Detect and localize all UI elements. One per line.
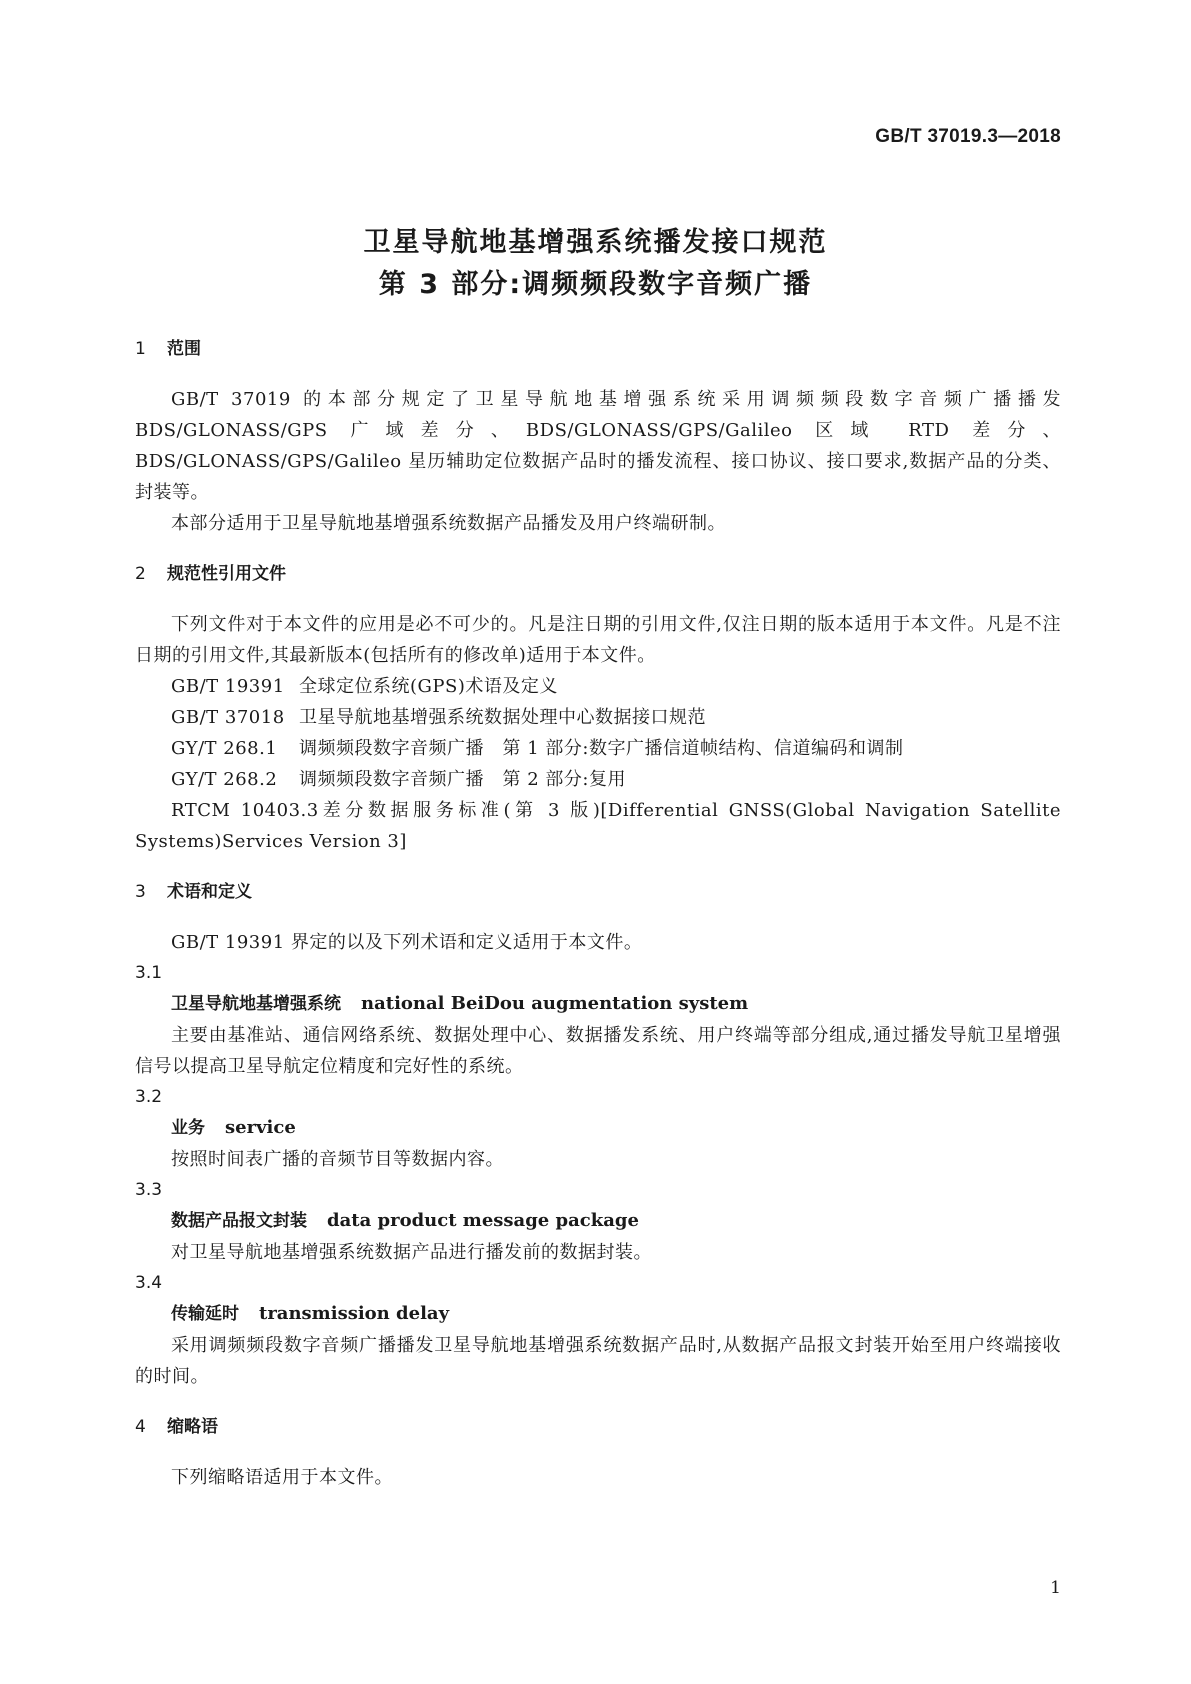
reference-title: 调频频段数字音频广播 第 2 部分:复用 [299, 769, 626, 790]
term-zh: 数据产品报文封装 [171, 1211, 307, 1231]
section-number: 3 [135, 882, 146, 902]
term-title [135, 1298, 1061, 1330]
term-definition: 采用调频频段数字音频广播播发卫星导航地基增强系统数据产品时,从数据产品报文封装开始至用户终端接收的时间。 [135, 1335, 1061, 1387]
term-number: 3.3 [135, 1180, 163, 1200]
reference-code: GY/T 268.1 [171, 738, 278, 759]
section-heading-1 [135, 334, 1061, 364]
page-number: 1 [1050, 1578, 1061, 1598]
reference-title: 调频频段数字音频广播 第 1 部分:数字广播信道帧结构、信道编码和调制 [299, 738, 904, 759]
section-title: 缩略语 [167, 1417, 218, 1437]
reference-item [135, 702, 1061, 733]
section-title: 规范性引用文件 [167, 564, 286, 584]
paragraph: 下列缩略语适用于本文件。 [171, 1467, 393, 1488]
term-title [135, 988, 1061, 1020]
title-line-1: 卫星导航地基增强系统播发接口规范 [363, 227, 828, 258]
term-en: service [225, 1117, 296, 1138]
term-number: 3.2 [135, 1087, 163, 1107]
reference-item [135, 764, 1061, 795]
section-heading-3 [135, 877, 1061, 907]
term-en: national BeiDou augmentation system [361, 993, 749, 1014]
title-line-2: 第 3 部分:调频频段数字音频广播 [378, 269, 813, 300]
section-heading-4 [135, 1412, 1061, 1442]
term-en: transmission delay [259, 1303, 450, 1324]
term-definition: 对卫星导航地基增强系统数据产品进行播发前的数据封装。 [171, 1242, 652, 1263]
document-title [0, 222, 1191, 306]
term-zh: 业务 [171, 1118, 205, 1138]
section-heading-2 [135, 559, 1061, 589]
section-number: 2 [135, 564, 146, 584]
term-definition: 按照时间表广播的音频节目等数据内容。 [171, 1149, 504, 1170]
term-number: 3.1 [135, 963, 163, 983]
reference-title: 全球定位系统(GPS)术语及定义 [299, 676, 558, 697]
term-zh: 传输延时 [171, 1304, 239, 1324]
section-title: 范围 [167, 339, 201, 359]
term-title [135, 1112, 1061, 1144]
reference-title: 差分数据服务标准(第 3 版)[Differential GNSS(Global Navigation Satellite Systems)Services Version 3] [135, 800, 1061, 852]
standard-code: GB/T 37019.3—2018 [875, 126, 1061, 147]
reference-item-rtcm [135, 795, 1061, 857]
reference-code: GB/T 19391 [171, 676, 285, 697]
term-title [135, 1205, 1061, 1237]
reference-item [135, 671, 1061, 702]
reference-code: GY/T 268.2 [171, 769, 278, 790]
term-zh: 卫星导航地基增强系统 [171, 994, 341, 1014]
section-number: 1 [135, 339, 146, 359]
paragraph: GB/T 37019 的本部分规定了卫星导航地基增强系统采用调频频段数字音频广播播发 BDS/GLONASS/GPS 广域差分、BDS/GLONASS/GPS/Galileo 区域 RTD 差分、BDS/GLONASS/GPS/Galileo 星历辅助定位数据产品时的播发流程、接口协议、接口要求,数据产品的分类、封装等。 [135, 389, 1061, 503]
section-title: 术语和定义 [167, 882, 252, 902]
reference-code: GB/T 37018 [171, 707, 285, 728]
section-number: 4 [135, 1417, 146, 1437]
paragraph: 下列文件对于本文件的应用是必不可少的。凡是注日期的引用文件,仅注日期的版本适用于本文件。凡是不注日期的引用文件,其最新版本(包括所有的修改单)适用于本文件。 [135, 614, 1061, 666]
reference-title: 卫星导航地基增强系统数据处理中心数据接口规范 [299, 707, 706, 728]
term-en: data product message package [327, 1210, 639, 1231]
reference-item [135, 733, 1061, 764]
term-definition: 主要由基准站、通信网络系统、数据处理中心、数据播发系统、用户终端等部分组成,通过播发导航卫星增强信号以提高卫星导航定位精度和完好性的系统。 [135, 1025, 1061, 1077]
paragraph: GB/T 19391 界定的以及下列术语和定义适用于本文件。 [171, 932, 643, 953]
document-body [135, 334, 1061, 1493]
term-number: 3.4 [135, 1273, 163, 1293]
paragraph: 本部分适用于卫星导航地基增强系统数据产品播发及用户终端研制。 [171, 513, 726, 534]
reference-code: RTCM 10403.3 [171, 800, 319, 821]
